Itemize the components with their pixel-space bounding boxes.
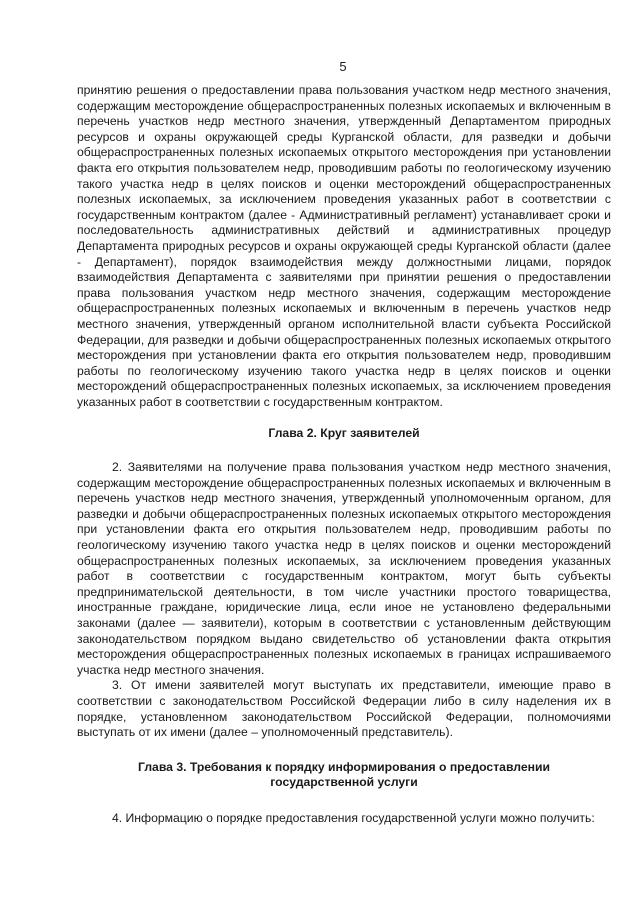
paragraph-intro: принятию решения о предоставлении права пользования участком недр местного значения, содержащим месторождение общераспространенных полезных ископаемых и включенным в перечень участков недр местного значения, утвержденный Департаментом природных ресурсов и охраны окружающей среды Курганской области, для разведки и добычи общераспространенных полезных ископаемых открытого месторождения при установлении факта его открытия пользователем недр, проводившим работы по геологическому изучению такого участка недр в целях поисков и оценки месторождений общераспространенных полезных ископаемых, за исключением проведения указанных работ в соответствии с государственным контрактом (далее - Административный регламент) устанавливает сроки и последовательность административных действий и административных процедур Департамента природных ресурсов и охраны окружающей среды Курганской области (далее - Департамент), порядок взаимодействия между должностными лицами, порядок взаимодействия Департамента с заявителями при принятии решения о предоставлении права пользования участком недр местного значения, содержащим месторождение общераспространенных полезных ископаемых и включенным в перечень участков недр местного значения, утвержденный органом исполнительной власти субъекта Российской Федерации, для разведки и добычи общераспространенных полезных ископаемых открытого месторождения при установлении факта его открытия пользователем недр, проводившим работы по геологическому изучению такого участка недр в целях поисков и оценки месторождений общераспространенных полезных ископаемых, за исключением проведения указанных работ в соответствии с государственным контрактом.	[77, 83, 611, 409]
chapter-2-heading: Глава 2. Круг заявителей	[268, 426, 420, 441]
paragraph-4: 4. Информацию о порядке предоставления государственной услуги можно получить:	[112, 810, 595, 825]
chapter-3-heading: Глава 3. Требования к порядку информирования о предоставлении государственной услуги	[138, 759, 550, 790]
paragraph-2: 2. Заявителями на получение права пользования участком недр местного значения, содержащим месторождение общераспространенных полезных ископаемых и включенным в перечень участков недр местного значения, утвержденный уполномоченным органом, для разведки и добычи общераспространенных полезных ископаемых открытого месторождения при установлении факта его открытия пользователем недр, проводившим работы по геологическому изучению такого участка недр в целях поисков и оценки месторождений общераспространенных полезных ископаемых, за исключением проведения указанных работ в соответствии с государственным контрактом, могут быть субъекты предпринимательской деятельности, в том числе участники простого товарищества, иностранные граждане, юридические лица, если иное не установлено федеральными законами (далее — заявители), которым в соответствии с установленным действующим законодательством порядком выдано свидетельство об установлении факта открытия месторождения общераспространенных полезных ископаемых в границах испрашиваемого участка недр местного значения.	[77, 460, 611, 677]
document-body	[77, 83, 611, 827]
paragraph-3: 3. От имени заявителей могут выступать их представители, имеющие право в соответствии с законодательством Российской Федерации либо в силу наделения их в порядке, установленном законодательством Российской Федерации, полномочиями выступать от их имени (далее – уполномоченный представитель).	[77, 678, 611, 740]
page-number: 5	[339, 59, 347, 74]
